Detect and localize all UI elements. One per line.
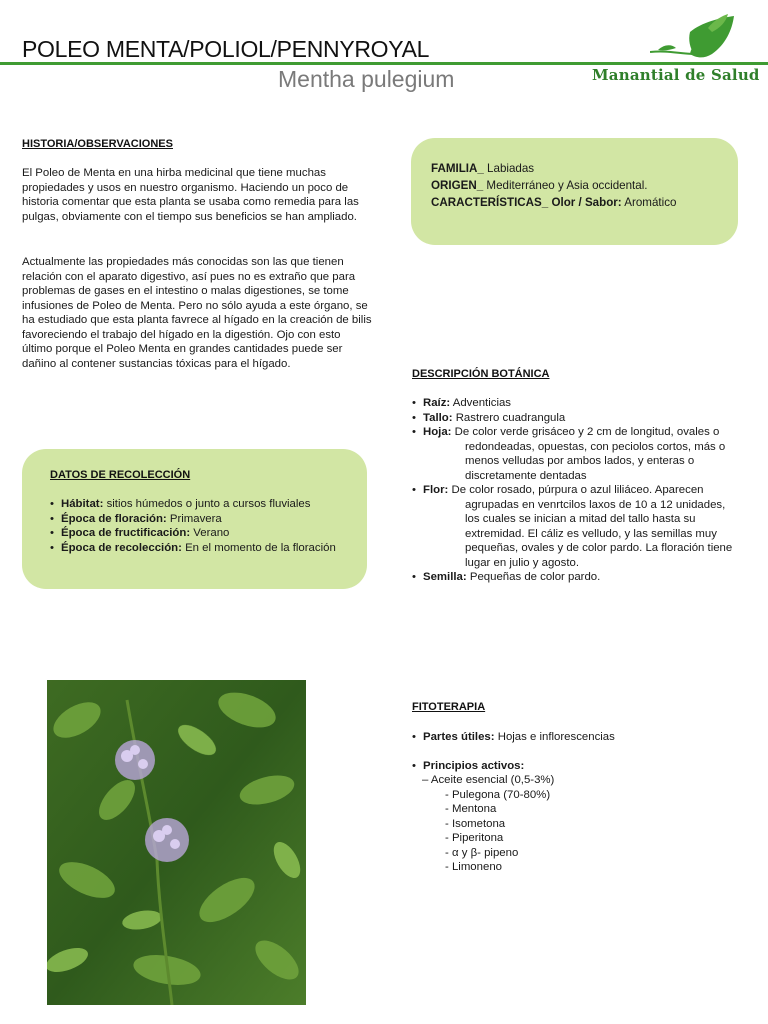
origen-row	[431, 177, 731, 194]
familia-label: FAMILIA_	[431, 162, 484, 175]
info-box	[411, 138, 738, 245]
principios-item: • Principios activos:	[412, 759, 732, 774]
botanica-heading: DESCRIPCIÓN BOTÁNICA	[412, 368, 550, 380]
recoleccion-box	[22, 449, 367, 589]
historia-paragraph-1: El Poleo de Menta en una hirba medicinal que tiene muchas propiedades y usos en nuestro organismo. Haciendo un poco de historia comentar que esta planta se usaba como remedia para las pulgas, obviamente con el tiempo sus beneficios se han ampliado.	[22, 167, 359, 223]
plant-photo	[47, 680, 306, 1005]
scientific-name: Mentha pulegium	[278, 66, 455, 92]
partes-item: • Partes útiles: Hojas e inflorescencias	[412, 730, 732, 745]
list-item: • Época de fructificación: Verano	[50, 526, 360, 541]
familia-value: Labiadas	[483, 162, 535, 175]
compound-limoneno: - Limoneno	[445, 861, 502, 873]
fitoterapia-heading: FITOTERAPIA	[412, 701, 486, 713]
list-item: • Hábitat: sitios húmedos o junto a cursos fluviales	[50, 497, 360, 512]
compound-pipeno: - α y β- pipeno	[445, 847, 519, 859]
historia-paragraph-2: Actualmente las propiedades más conocidas son las que tienen relación con el aparato digestivo, así pues no es extraño que para problemas de gases en el intestino o malas digestiones, se tome infusiones de Poleo de Menta. Pero no sólo ayuda a este órgano, se ha estudiado que esta planta favrece al hígado en la creación de bilis favoreciendo el trabajo del hígado en la digestión. Ojo con esto último porque el Poleo Menta en grandes cantidades puede ser dañino al contener sustancias tóxicas para el hígado.	[22, 256, 372, 370]
familia-row	[431, 160, 731, 177]
compound-pulegona: - Pulegona (70-80%)	[445, 789, 551, 801]
flor-item: • Flor: De color rosado, púrpura o azul liliáceo. Aparecen agrupadas en venrtcilos laxos de 10 a 12 unidades, los cuales se inician a mitad del tallo hasta su extremidad. El cáliz es velludo, y las semillas muy pequeñas, ovales y de color pardo. La floración tiene lugar en julio y agosto.	[412, 483, 752, 570]
leaf-logo-icon	[650, 14, 740, 62]
origen-value: Mediterráneo y Asia occidental.	[483, 179, 648, 192]
brand-name: Manantial de Salud	[592, 66, 760, 84]
caracteristicas-row	[431, 194, 731, 211]
compound-isometona: - Isometona	[445, 818, 506, 830]
list-item: • Época de floración: Primavera	[50, 512, 360, 527]
origen-label: ORIGEN_	[431, 179, 484, 192]
semilla-item: • Semilla: Pequeñas de color pardo.	[412, 570, 752, 585]
recoleccion-list	[50, 497, 360, 555]
compound-piperitona: - Piperitona	[445, 832, 504, 844]
botanica-list	[412, 396, 752, 585]
historia-heading: HISTORIA/OBSERVACIONES	[22, 138, 173, 150]
caracteristicas-label: CARACTERÍSTICAS_ Olor / Sabor:	[431, 196, 622, 209]
raiz-item: • Raíz: Adventicias	[412, 396, 752, 411]
recoleccion-heading: DATOS DE RECOLECCIÓN	[50, 469, 191, 481]
header-rule	[0, 62, 768, 65]
caracteristicas-value: Aromático	[621, 196, 677, 209]
hoja-item: • Hoja: De color verde grisáceo y 2 cm de longitud, ovales o redondeadas, opuestas, con peciolos cortos, más o menos velludas por ambos lados, y enteras o discretamente dentadas	[412, 425, 752, 483]
tallo-item: • Tallo: Rastrero cuadrangula	[412, 411, 752, 426]
aceite-line: – Aceite esencial (0,5-3%)	[422, 774, 555, 786]
compound-mentona: - Mentona	[445, 803, 497, 815]
page-title: POLEO MENTA/POLIOL/PENNYROYAL	[22, 36, 430, 62]
principios-list	[412, 759, 732, 774]
list-item: • Época de recolección: En el momento de la floración	[50, 541, 360, 556]
fitoterapia-list	[412, 730, 732, 745]
